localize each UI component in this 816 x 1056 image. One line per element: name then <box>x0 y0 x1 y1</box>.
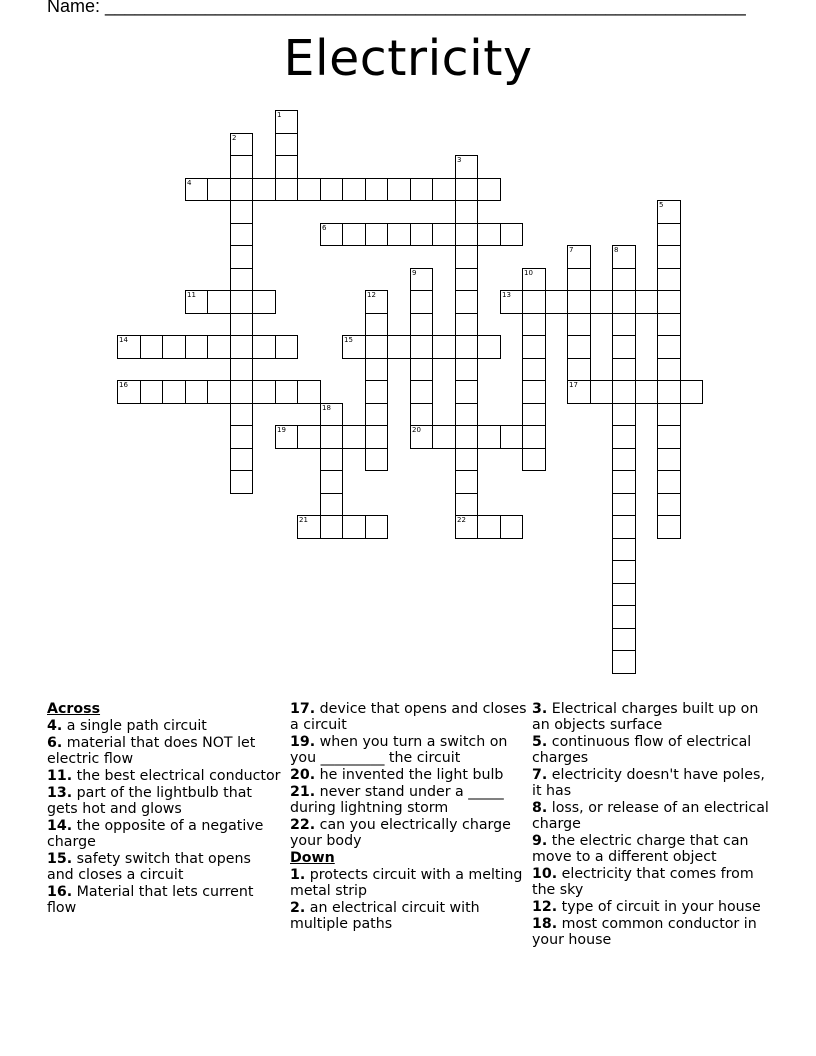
crossword-cell[interactable] <box>657 223 681 246</box>
crossword-cell[interactable] <box>275 335 298 359</box>
crossword-cell[interactable] <box>500 515 523 539</box>
crossword-cell[interactable] <box>545 290 568 314</box>
crossword-cell[interactable] <box>297 380 321 404</box>
crossword-cell[interactable] <box>342 515 366 539</box>
clue-number-label: 18 <box>322 404 331 412</box>
across-heading: Across <box>47 701 101 717</box>
crossword-cell[interactable] <box>365 515 388 539</box>
crossword-cell[interactable] <box>162 335 186 359</box>
clue-number-label: 11 <box>187 291 196 299</box>
crossword-cell[interactable] <box>342 178 366 201</box>
clue-number-label: 21 <box>299 516 308 524</box>
clue-across-14: 14. the opposite of a negative charge <box>47 818 264 850</box>
crossword-cell[interactable] <box>207 290 231 314</box>
crossword-cell[interactable] <box>252 178 276 201</box>
crossword-cell[interactable] <box>320 178 343 201</box>
crossword-cell[interactable] <box>275 155 298 179</box>
crossword-cell[interactable] <box>477 178 501 201</box>
clue-down-7: 7. electricity doesn't have poles, it has <box>532 767 765 799</box>
crossword-cell[interactable] <box>477 335 501 359</box>
crossword-cell[interactable] <box>410 358 433 381</box>
clue-across-11: 11. the best electrical conductor <box>47 768 281 784</box>
clue-number-label: 17 <box>569 381 578 389</box>
crossword-cell[interactable] <box>657 515 681 539</box>
crossword-cell[interactable] <box>410 380 433 404</box>
crossword-cell[interactable] <box>657 335 681 359</box>
crossword-cell[interactable] <box>410 223 433 246</box>
crossword-cell[interactable] <box>230 380 253 404</box>
crossword-cell[interactable] <box>230 178 253 201</box>
clue-down-8: 8. loss, or release of an electrical charge <box>532 800 769 832</box>
crossword-cell[interactable] <box>230 155 253 179</box>
crossword-cell[interactable] <box>410 403 433 426</box>
crossword-cell[interactable] <box>342 223 366 246</box>
clue-number-label: 22 <box>457 516 466 524</box>
clue-across-17: 17. device that opens and closes a circuit <box>290 701 527 733</box>
crossword-cell[interactable] <box>387 223 411 246</box>
clue-across-20: 20. he invented the light bulb <box>290 767 504 783</box>
crossword-cell[interactable] <box>567 313 591 336</box>
clue-number-label: 15 <box>344 336 353 344</box>
crossword-cell[interactable] <box>455 313 478 336</box>
clue-number-label: 19 <box>277 426 286 434</box>
crossword-cell[interactable] <box>455 290 478 314</box>
crossword-cell[interactable] <box>230 200 253 224</box>
crossword-cell[interactable] <box>522 313 546 336</box>
clue-across-13: 13. part of the lightbulb that gets hot and glows <box>47 785 252 817</box>
crossword-cell[interactable] <box>455 380 478 404</box>
crossword-cell[interactable] <box>657 380 681 404</box>
crossword-cell[interactable] <box>455 358 478 381</box>
crossword-cell[interactable] <box>162 380 186 404</box>
clue-number-label: 9 <box>412 269 417 277</box>
crossword-cell[interactable] <box>657 290 681 314</box>
crossword-cell[interactable] <box>297 178 321 201</box>
crossword-cell[interactable] <box>230 268 253 291</box>
crossword-cell[interactable] <box>612 403 636 426</box>
crossword-cell[interactable] <box>297 425 321 449</box>
crossword-cell[interactable] <box>365 223 388 246</box>
crossword-cell[interactable] <box>657 470 681 494</box>
crossword-cell[interactable] <box>387 335 411 359</box>
clue-down-2: 2. an electrical circuit with multiple paths <box>290 900 480 932</box>
crossword-cell[interactable] <box>455 448 478 471</box>
crossword-cell[interactable] <box>455 425 478 449</box>
clue-across-16: 16. Material that lets current flow <box>47 884 254 916</box>
crossword-cell[interactable] <box>410 290 433 314</box>
crossword-cell[interactable] <box>612 583 636 606</box>
crossword-cell[interactable] <box>230 245 253 269</box>
crossword-cell[interactable] <box>230 290 253 314</box>
crossword-cell[interactable] <box>320 425 343 449</box>
crossword-cell[interactable] <box>455 403 478 426</box>
clue-number-label: 16 <box>119 381 128 389</box>
crossword-cell[interactable] <box>275 178 298 201</box>
crossword-cell[interactable] <box>320 470 343 494</box>
crossword-cell[interactable] <box>680 380 703 404</box>
crossword-cell[interactable] <box>567 335 591 359</box>
crossword-cell[interactable] <box>185 335 208 359</box>
crossword-cell[interactable] <box>455 470 478 494</box>
crossword-cell[interactable] <box>432 223 456 246</box>
clue-number-label: 8 <box>614 246 619 254</box>
crossword-cell[interactable] <box>455 335 478 359</box>
crossword-cell[interactable] <box>455 223 478 246</box>
clue-down-1: 1. protects circuit with a melting metal strip <box>290 867 523 899</box>
clue-across-19: 19. when you turn a switch on you _________ the circuit <box>290 734 508 766</box>
clue-number-label: 3 <box>457 156 462 164</box>
clue-down-3: 3. Electrical charges built up on an objects surface <box>532 701 759 733</box>
crossword-cell[interactable] <box>522 448 546 471</box>
crossword-cell[interactable] <box>657 493 681 516</box>
crossword-cell[interactable] <box>230 358 253 381</box>
clue-number-label: 2 <box>232 134 237 142</box>
crossword-cell[interactable] <box>455 493 478 516</box>
crossword-cell[interactable] <box>365 403 388 426</box>
crossword-cell[interactable] <box>207 335 231 359</box>
crossword-cell[interactable] <box>230 448 253 471</box>
crossword-cell[interactable] <box>635 290 658 314</box>
crossword-cell[interactable] <box>252 290 276 314</box>
crossword-cell[interactable] <box>410 178 433 201</box>
crossword-cell[interactable] <box>657 425 681 449</box>
crossword-cell[interactable] <box>365 335 388 359</box>
crossword-cell[interactable] <box>500 425 523 449</box>
crossword-cell[interactable] <box>455 245 478 269</box>
page-title: Electricity <box>283 30 533 87</box>
crossword-cell[interactable] <box>252 335 276 359</box>
crossword-cell[interactable] <box>612 425 636 449</box>
crossword-cell[interactable] <box>230 425 253 449</box>
crossword-cell[interactable] <box>522 290 546 314</box>
crossword-cell[interactable] <box>567 290 591 314</box>
clues-column-2 <box>290 701 528 933</box>
crossword-cell[interactable] <box>612 560 636 584</box>
crossword-cell[interactable] <box>230 335 253 359</box>
crossword-cell[interactable] <box>477 515 501 539</box>
clues-column-3 <box>532 701 772 949</box>
crossword-cell[interactable] <box>522 358 546 381</box>
clue-down-9: 9. the electric charge that can move to a different object <box>532 833 749 865</box>
crossword-cell[interactable] <box>365 380 388 404</box>
crossword-cell[interactable] <box>657 448 681 471</box>
crossword-cell[interactable] <box>612 470 636 494</box>
crossword-cell[interactable] <box>612 313 636 336</box>
crossword-cell[interactable] <box>657 403 681 426</box>
crossword-cell[interactable] <box>657 245 681 269</box>
crossword-cell[interactable] <box>230 403 253 426</box>
crossword-cell[interactable] <box>365 358 388 381</box>
crossword-cell[interactable] <box>207 178 231 201</box>
crossword-cell[interactable] <box>612 358 636 381</box>
clue-across-6: 6. material that does NOT let electric flow <box>47 735 256 767</box>
crossword-cell[interactable] <box>432 335 456 359</box>
crossword-cell[interactable] <box>522 335 546 359</box>
clue-across-21: 21. never stand under a _____ during lightning storm <box>290 784 504 816</box>
crossword-cell[interactable] <box>140 380 163 404</box>
crossword-cell[interactable] <box>612 448 636 471</box>
crossword-cell[interactable] <box>567 358 591 381</box>
crossword-cell[interactable] <box>612 335 636 359</box>
crossword-cell[interactable] <box>365 448 388 471</box>
crossword-cell[interactable] <box>365 425 388 449</box>
crossword-cell[interactable] <box>140 335 163 359</box>
crossword-cell[interactable] <box>657 358 681 381</box>
clue-number-label: 5 <box>659 201 664 209</box>
crossword-cell[interactable] <box>275 380 298 404</box>
clue-number-label: 13 <box>502 291 511 299</box>
crossword-cell[interactable] <box>522 425 546 449</box>
clue-number-label: 4 <box>187 179 192 187</box>
clue-number-label: 7 <box>569 246 574 254</box>
crossword-cell[interactable] <box>455 178 478 201</box>
crossword-cell[interactable] <box>230 470 253 494</box>
crossword-cell[interactable] <box>612 628 636 651</box>
crossword-cell[interactable] <box>365 178 388 201</box>
crossword-cell[interactable] <box>387 178 411 201</box>
crossword-cell[interactable] <box>432 178 456 201</box>
crossword-cell[interactable] <box>320 448 343 471</box>
down-heading: Down <box>290 850 335 866</box>
crossword-cell[interactable] <box>612 515 636 539</box>
clue-across-22: 22. can you electrically charge your body <box>290 817 511 849</box>
crossword-cell[interactable] <box>320 515 343 539</box>
clue-number-label: 14 <box>119 336 128 344</box>
crossword-cell[interactable] <box>590 380 613 404</box>
clue-number-label: 12 <box>367 291 376 299</box>
crossword-cell[interactable] <box>590 290 613 314</box>
crossword-cell[interactable] <box>185 380 208 404</box>
crossword-cell[interactable] <box>477 223 501 246</box>
clue-across-15: 15. safety switch that opens and closes a circuit <box>47 851 251 883</box>
crossword-cell[interactable] <box>410 335 433 359</box>
crossword-cell[interactable] <box>230 223 253 246</box>
crossword-cell[interactable] <box>477 425 501 449</box>
crossword-cell[interactable] <box>612 493 636 516</box>
crossword-cell[interactable] <box>365 313 388 336</box>
clues-column-1 <box>47 701 282 917</box>
crossword-cell[interactable] <box>432 425 456 449</box>
crossword-cell[interactable] <box>612 290 636 314</box>
crossword-cell[interactable] <box>612 268 636 291</box>
crossword-cell[interactable] <box>500 223 523 246</box>
clue-down-10: 10. electricity that comes from the sky <box>532 866 754 898</box>
crossword-cell[interactable] <box>320 493 343 516</box>
crossword-cell[interactable] <box>275 133 298 156</box>
clue-down-5: 5. continuous flow of electrical charges <box>532 734 752 766</box>
crossword-cell[interactable] <box>410 313 433 336</box>
crossword-cell[interactable] <box>252 380 276 404</box>
crossword-cell[interactable] <box>455 200 478 224</box>
crossword-cell[interactable] <box>522 380 546 404</box>
crossword-cell[interactable] <box>522 403 546 426</box>
clue-down-18: 18. most common conductor in your house <box>532 916 757 948</box>
crossword-cell[interactable] <box>612 538 636 561</box>
crossword-cell[interactable] <box>455 268 478 291</box>
name-field-label: Name: ________________________________________________________________ <box>47 0 746 16</box>
crossword-cell[interactable] <box>230 313 253 336</box>
clue-number-label: 10 <box>524 269 533 277</box>
clue-down-12: 12. type of circuit in your house <box>532 899 761 915</box>
crossword-cell[interactable] <box>612 605 636 629</box>
clue-number-label: 1 <box>277 111 282 119</box>
crossword-cell[interactable] <box>657 313 681 336</box>
crossword-cell[interactable] <box>207 380 231 404</box>
crossword-cell[interactable] <box>657 268 681 291</box>
crossword-cell[interactable] <box>567 268 591 291</box>
clue-number-label: 20 <box>412 426 421 434</box>
crossword-cell[interactable] <box>635 380 658 404</box>
clue-number-label: 6 <box>322 224 327 232</box>
crossword-cell[interactable] <box>612 650 636 674</box>
crossword-cell[interactable] <box>342 425 366 449</box>
clue-across-4: 4. a single path circuit <box>47 718 207 734</box>
crossword-cell[interactable] <box>612 380 636 404</box>
